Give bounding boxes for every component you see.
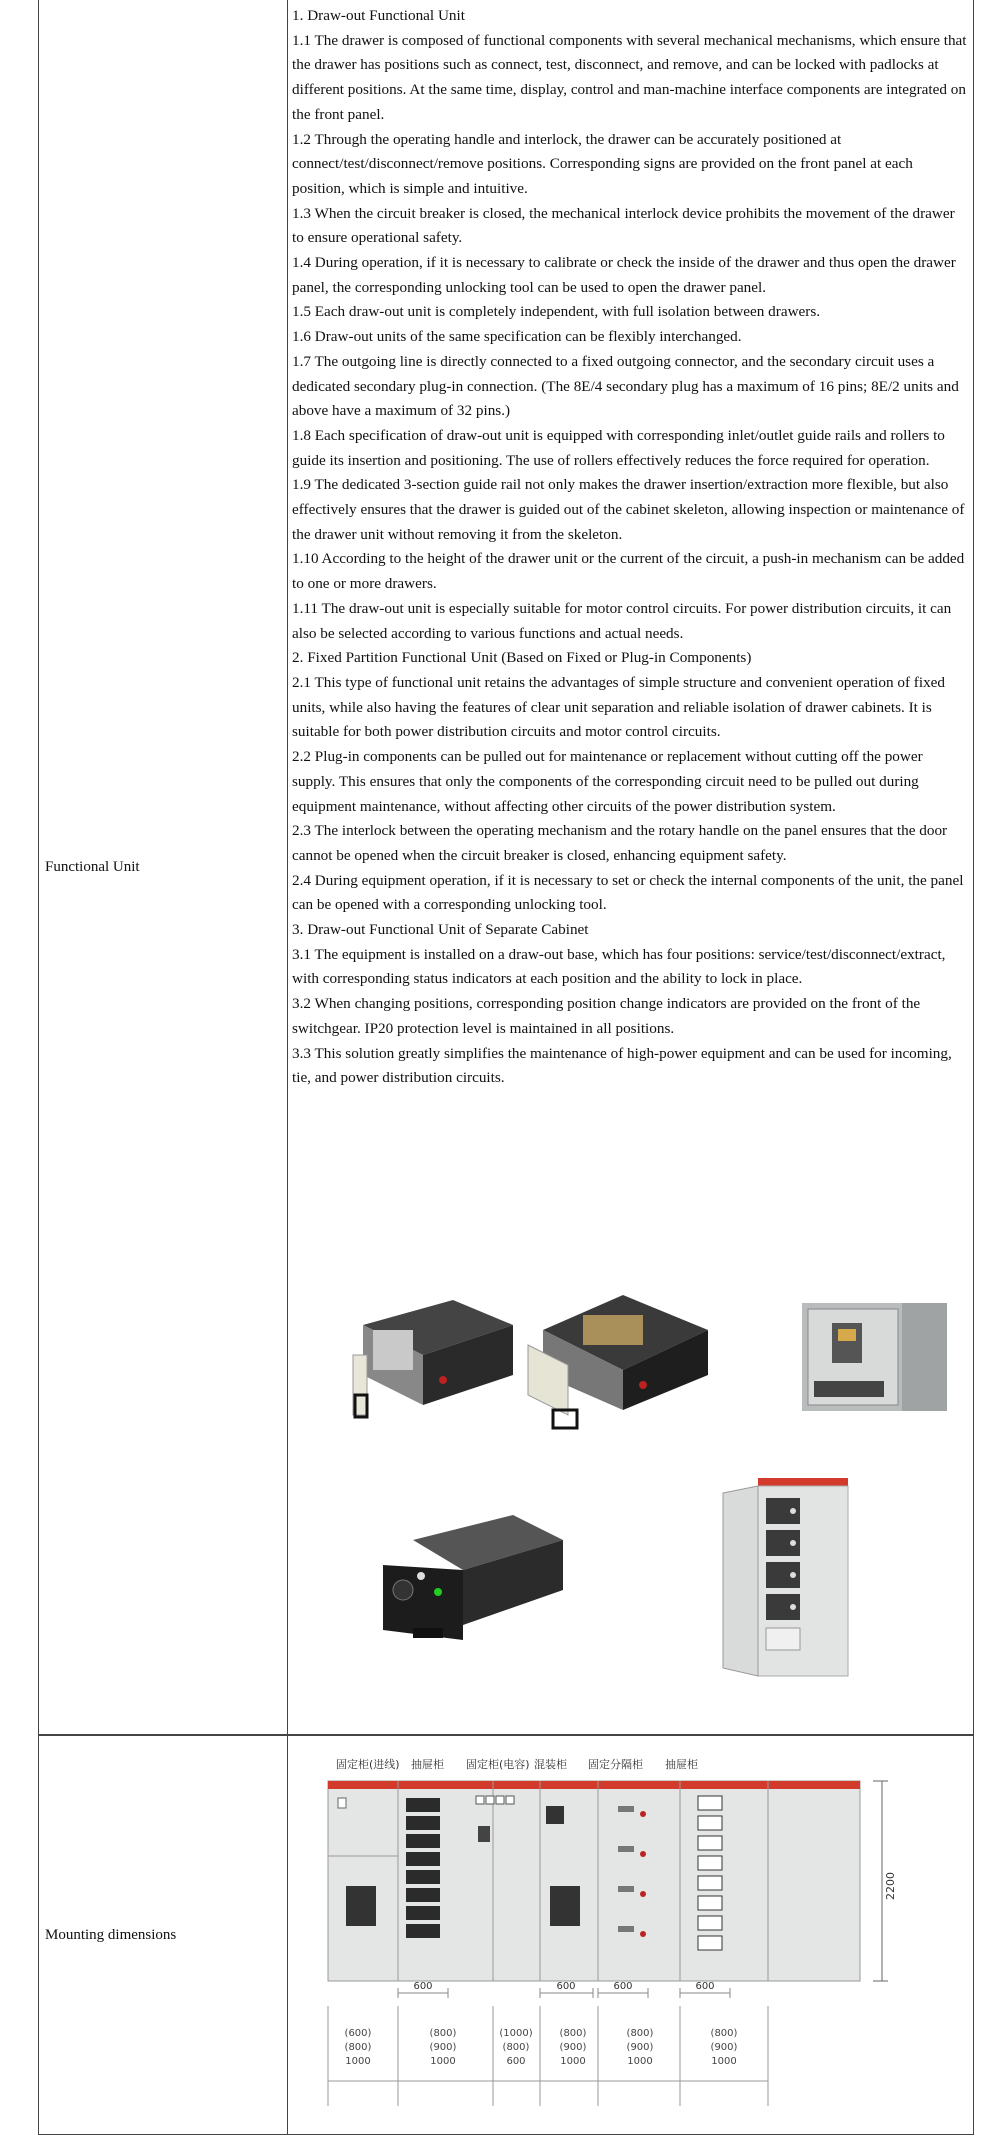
inner-width-2: 600	[556, 1981, 576, 1992]
description-paragraph: 2.3 The interlock between the operating mechanism and the rotary handle on the panel ensures that the door cannot be opened when the circuit breaker is closed, enhancing equipment safety.	[292, 822, 948, 864]
cabinet-label-5: 固定分隔柜	[588, 1758, 643, 1771]
functional-unit-description	[288, 0, 973, 1734]
description-paragraph: 3.1 The equipment is installed on a draw-out base, which has four positions: service/test/disconnect/extract, with corresponding status indicators at each position and the ability to lock in place.	[292, 945, 946, 988]
width-option-label: 1000	[345, 2056, 371, 2067]
description-paragraph: 1.3 When the circuit breaker is closed, the mechanical interlock device prohibits the movement of the drawer to ensure operational safety.	[292, 204, 955, 247]
width-option-label: (900)	[626, 2042, 654, 2053]
cabinet-label-2: 抽屉柜	[411, 1758, 444, 1771]
width-option-label: (600)	[344, 2028, 372, 2039]
cabinet-label-4: 混装柜	[534, 1758, 567, 1771]
description-paragraph: 1. Draw-out Functional Unit	[292, 7, 465, 24]
description-paragraph: 1.5 Each draw-out unit is completely independent, with full isolation between drawers.	[292, 303, 821, 321]
description-paragraph: 1.6 Draw-out units of the same specification can be flexibly interchanged.	[292, 328, 742, 346]
width-option-label: (800)	[429, 2028, 457, 2039]
width-option-label: (800)	[502, 2042, 530, 2053]
width-option-label: 1000	[627, 2056, 653, 2067]
functional-unit-row	[38, 0, 974, 1735]
cabinet-label-6: 抽屉柜	[665, 1758, 698, 1771]
description-paragraph: 1.1 The drawer is composed of functional components with several mechanical mechanisms, which ensure that the drawer has positions such as connect, test, disconnect, and remove, and can be locked with padlocks at different positions. At the same time, display, control and man-machine interface components are integrated on the front panel.	[292, 31, 967, 123]
mounting-dimensions-diagram	[288, 1736, 968, 2134]
cabinet-row	[328, 1781, 860, 1981]
description-paragraph: 1.8 Each specification of draw-out unit is equipped with corresponding inlet/outlet guide rails and rollers to guide its insertion and positioning. The use of rollers effectively reduces the force required for operation.	[292, 426, 945, 469]
width-option-label: (1000)	[499, 2028, 533, 2039]
width-option-label: (800)	[710, 2028, 738, 2039]
switchgear-cabinet-photo	[718, 1478, 868, 1678]
description-paragraph: 1.2 Through the operating handle and interlock, the drawer can be accurately positioned at connect/test/disconnect/remove positions. Corresponding signs are provided on the front panel at each position, which is simple and intuitive.	[292, 130, 913, 197]
functional-unit-label: Functional Unit	[45, 858, 140, 875]
height-dimension-label: 2200	[884, 1872, 897, 1900]
drawer-unit-photo-4	[373, 1510, 573, 1655]
description-paragraph: 3.3 This solution greatly simplifies the maintenance of high-power equipment and can be used for incoming, tie, and power distribution circuits.	[292, 1044, 952, 1087]
mounting-label-cell	[39, 1736, 288, 2134]
inner-width-3: 600	[613, 1981, 633, 1992]
cabinet-label-3: 固定柜(电容)	[466, 1758, 530, 1771]
drawer-unit-photo-3	[802, 1303, 947, 1411]
width-option-label: 1000	[560, 2056, 586, 2067]
width-option-label: 1000	[430, 2056, 456, 2067]
description-paragraph: 1.10 According to the height of the drawer unit or the current of the circuit, a push-in mechanism can be added to one or more drawers.	[292, 550, 965, 593]
width-option-label: 600	[506, 2056, 526, 2067]
width-option-label: (800)	[626, 2028, 654, 2039]
width-option-label: (800)	[344, 2042, 372, 2053]
description-paragraph: 2.4 During equipment operation, if it is necessary to set or check the internal components of the unit, the panel can be opened with a corresponding unlocking tool.	[292, 871, 964, 914]
description-paragraph: 3.2 When changing positions, corresponding position change indicators are provided on the front of the switchgear. IP20 protection level is maintained in all positions.	[292, 995, 921, 1037]
mounting-row	[38, 1735, 974, 2135]
inner-width-1: 600	[413, 1981, 433, 1992]
width-option-label: (900)	[710, 2042, 738, 2053]
drawer-unit-photo-1	[343, 1295, 518, 1430]
drawer-unit-photo-2	[523, 1290, 713, 1450]
width-option-label: (800)	[559, 2028, 587, 2039]
width-option-label: (900)	[559, 2042, 587, 2053]
description-paragraphs	[292, 4, 967, 1091]
description-paragraph: 2. Fixed Partition Functional Unit (Based on Fixed or Plug-in Components)	[292, 649, 752, 667]
mounting-diagram-cell	[288, 1736, 973, 2134]
cabinet-label-1: 固定柜(进线)	[336, 1758, 400, 1771]
width-option-label: 1000	[711, 2056, 737, 2067]
description-paragraph: 1.4 During operation, if it is necessary to calibrate or check the inside of the drawer and thus open the drawer panel, the corresponding unlocking tool can be used to open the drawer panel.	[292, 254, 956, 296]
description-paragraph: 1.9 The dedicated 3-section guide rail not only makes the drawer insertion/extraction more flexible, but also effectively ensures that the drawer is guided out of the cabinet skeleton, allowing inspection or maintenance of the drawer unit without removing it from the skeleton.	[292, 476, 965, 543]
description-paragraph: 2.2 Plug-in components can be pulled out for maintenance or replacement without cutting off the power supply. This ensures that only the components of the corresponding circuit need to be pulled out during equipment maintenance, without affecting other circuits of the power distribution system.	[292, 748, 923, 815]
description-paragraph: 2.1 This type of functional unit retains the advantages of simple structure and convenient operation of fixed units, while also having the features of clear unit separation and reliable isolation of drawer cabinets. It is suitable for both power distribution circuits and motor control circuits.	[292, 673, 946, 741]
description-paragraph: 3. Draw-out Functional Unit of Separate Cabinet	[292, 921, 589, 939]
inner-width-4: 600	[695, 1981, 715, 1992]
width-option-label: (900)	[429, 2042, 457, 2053]
description-paragraph: 1.7 The outgoing line is directly connected to a fixed outgoing connector, and the secondary circuit uses a dedicated secondary plug-in connection. (The 8E/4 secondary plug has a maximum of 16 pins; 8E/2 units and above have a maximum of 32 pins.)	[292, 352, 959, 420]
functional-unit-label-cell	[39, 0, 288, 1734]
description-paragraph: 1.11 The draw-out unit is especially suitable for motor control circuits. For power distribution circuits, it can also be selected according to various functions and actual needs.	[292, 599, 952, 642]
mounting-label: Mounting dimensions	[45, 1926, 177, 1943]
